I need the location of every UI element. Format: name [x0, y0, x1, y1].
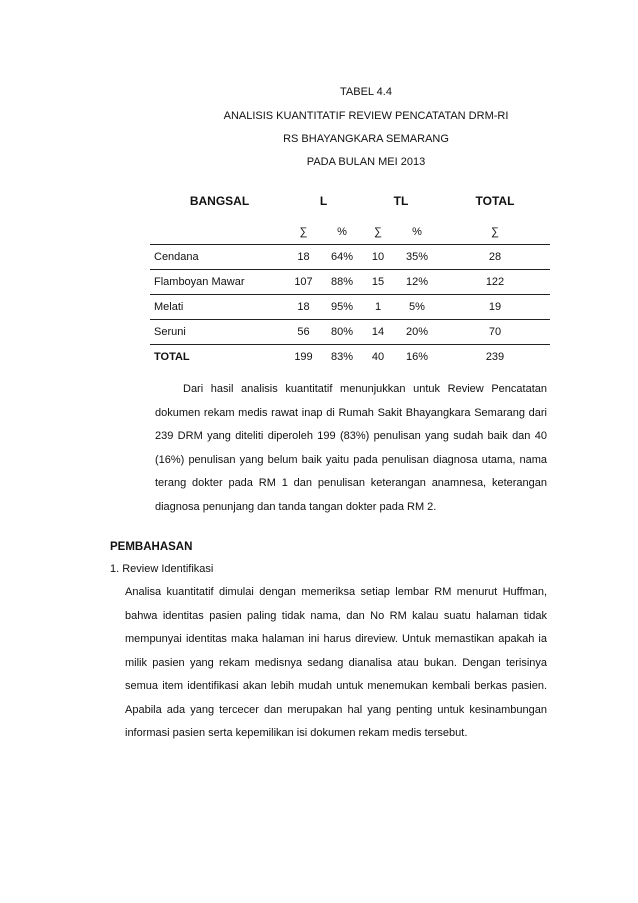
cell-tl-pct: 5% — [394, 295, 440, 320]
cell-tl-n: 10 — [362, 245, 394, 270]
caption-line-4: PADA BULAN MEI 2013 — [306, 156, 426, 168]
cell-l-pct: 88% — [322, 270, 362, 295]
subheader-blank — [150, 220, 285, 245]
cell-tl-pct: 35% — [394, 245, 440, 270]
caption-line-2: ANALISIS KUANTITATIF REVIEW PENCATATAN DRM-RI — [223, 110, 509, 122]
cell-total-total: 239 — [485, 351, 505, 363]
cell-tl-n: 14 — [362, 320, 394, 345]
cell-total-label: TOTAL — [154, 351, 190, 363]
cell-tl-n: 15 — [362, 270, 394, 295]
cell-bangsal: Seruni — [150, 320, 285, 345]
caption-line-1: TABEL 4.4 — [340, 86, 392, 98]
cell-l-n: 107 — [285, 270, 322, 295]
cell-total: 70 — [440, 320, 550, 345]
table-total-row — [150, 345, 550, 370]
cell-total-l-n: 199 — [294, 351, 313, 363]
cell-tl-pct: 20% — [394, 320, 440, 345]
cell-l-pct: 95% — [322, 295, 362, 320]
analysis-table — [150, 182, 550, 369]
table-subheader-row — [150, 220, 550, 245]
subheader-tl-sum: ∑ — [362, 220, 394, 245]
table-row — [150, 295, 550, 320]
cell-total: 28 — [440, 245, 550, 270]
header-bangsal: BANGSAL — [189, 194, 250, 208]
cell-total: 19 — [440, 295, 550, 320]
cell-tl-n: 1 — [362, 295, 394, 320]
subheader-l-pct: % — [322, 220, 362, 245]
cell-total-tl-n: 40 — [371, 351, 385, 363]
analysis-paragraph: Dari hasil analisis kuantitatif menunjukkan untuk Review Pencatatan dokumen rekam medis rawat inap di Rumah Sakit Bhayangkara Semarang dari 239 DRM yang diteliti diperoleh 199 (83%) penulisan yang sudah baik dan 40 (16%) penulisan yang belum baik yaitu pada penulisan diagnosa utama, nama terang dokter pada RM 1 dan penulisan keterangan anamnesa, keterangan diagnosa penunjang dan tanda tangan dokter pada RM 2. — [155, 383, 547, 513]
cell-total: 122 — [440, 270, 550, 295]
cell-l-pct: 80% — [322, 320, 362, 345]
cell-total-l-pct: 83% — [330, 351, 354, 363]
cell-bangsal: Melati — [150, 295, 285, 320]
table-header-row — [150, 182, 550, 220]
cell-total-tl-pct: 16% — [405, 351, 429, 363]
header-l: L — [319, 194, 328, 208]
cell-bangsal: Cendana — [150, 245, 285, 270]
subheader-tl-pct: % — [394, 220, 440, 245]
cell-l-n: 18 — [285, 295, 322, 320]
cell-bangsal: Flamboyan Mawar — [150, 270, 285, 295]
subheader-total-sum: ∑ — [440, 220, 550, 245]
subheader-l-sum: ∑ — [285, 220, 322, 245]
cell-tl-pct: 12% — [394, 270, 440, 295]
discussion-paragraph: Analisa kuantitatif dimulai dengan memeriksa setiap lembar RM menurut Huffman, bahwa identitas pasien paling tidak nama, dan No RM kalau suatu halaman tidak mempunyai identitas maka halaman ini harus direview. Untuk memastikan apakah ia milik pasien yang rekam medisnya sedang dianalisa atau bukan. Dengan terisinya semua item identifikasi akan lebih mudah untuk menemukan kembali berkas pasien. Apabila ada yang tercecer dan merupakan hal yang penting untuk kesinambungan informasi pasien serta kepemilikan isi dokumen rekam medis tersebut. — [125, 586, 547, 739]
cell-l-n: 18 — [285, 245, 322, 270]
table-row — [150, 270, 550, 295]
cell-l-n: 56 — [285, 320, 322, 345]
cell-l-pct: 64% — [322, 245, 362, 270]
header-total: TOTAL — [475, 194, 515, 208]
section-heading: PEMBAHASAN — [110, 541, 193, 553]
table-row — [150, 245, 550, 270]
table-row — [150, 320, 550, 345]
header-tl: TL — [393, 194, 409, 208]
list-item-label: 1. Review Identifikasi — [110, 563, 214, 575]
caption-line-3: RS BHAYANGKARA SEMARANG — [283, 133, 449, 145]
